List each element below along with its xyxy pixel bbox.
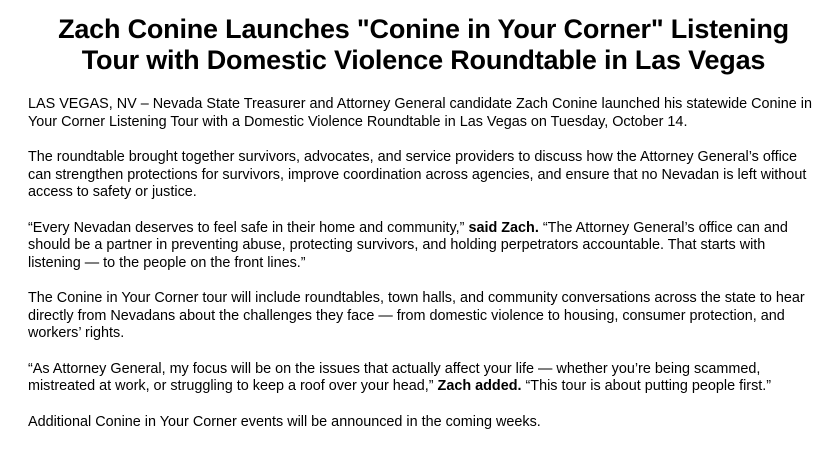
quote-1-attribution: said Zach. bbox=[468, 219, 539, 236]
press-release-page bbox=[0, 14, 839, 474]
paragraph-quote-1 bbox=[28, 220, 819, 273]
headline-line-1: Zach Conine Launches "Conine in Your Corner" Listening bbox=[58, 14, 789, 44]
paragraph-roundtable: The roundtable brought together survivors, advocates, and service providers to discuss how the Attorney General’s office can strengthen protections for survivors, improve coordination across agencies, and ensure that no Nevadan is left without access to safety or justice. bbox=[28, 149, 807, 200]
paragraph-closing: Additional Conine in Your Corner events will be announced in the coming weeks. bbox=[28, 413, 541, 430]
quote-1-part-1: “Every Nevadan deserves to feel safe in their home and community,” bbox=[28, 219, 465, 236]
quote-2-attribution: Zach added. bbox=[437, 378, 522, 394]
paragraph-quote-2 bbox=[28, 361, 819, 396]
quote-2-part-2: “This tour is about putting people first.” bbox=[525, 378, 772, 394]
article-body bbox=[28, 96, 819, 431]
paragraph-dateline: LAS VEGAS, NV – Nevada State Treasurer and Attorney General candidate Zach Conine launched his statewide Conine in Your Corner Listening Tour with a Domestic Violence Roundtable in Las Vegas on Tuesday, October 14. bbox=[28, 96, 812, 130]
quote-2-part-1: “As Attorney General, my focus will be on the issues that actually affect your life — whether you’re being scammed, mistreated at work, or struggling to keep a roof over your head,” bbox=[28, 360, 761, 394]
headline bbox=[28, 14, 819, 76]
paragraph-tour: The Conine in Your Corner tour will include roundtables, town halls, and community conversations across the state to hear directly from Nevadans about the challenges they face — from domestic violence to housing, consumer protection, and workers’ rights. bbox=[28, 290, 805, 341]
quote-1-part-2: “The Attorney General’s office can and should be a partner in preventing abuse, protecting survivors, and holding perpetrators accountable. That starts with listening — to the people on the front lines.” bbox=[28, 219, 788, 271]
headline-line-2: Tour with Domestic Violence Roundtable in Las Vegas bbox=[81, 45, 766, 75]
